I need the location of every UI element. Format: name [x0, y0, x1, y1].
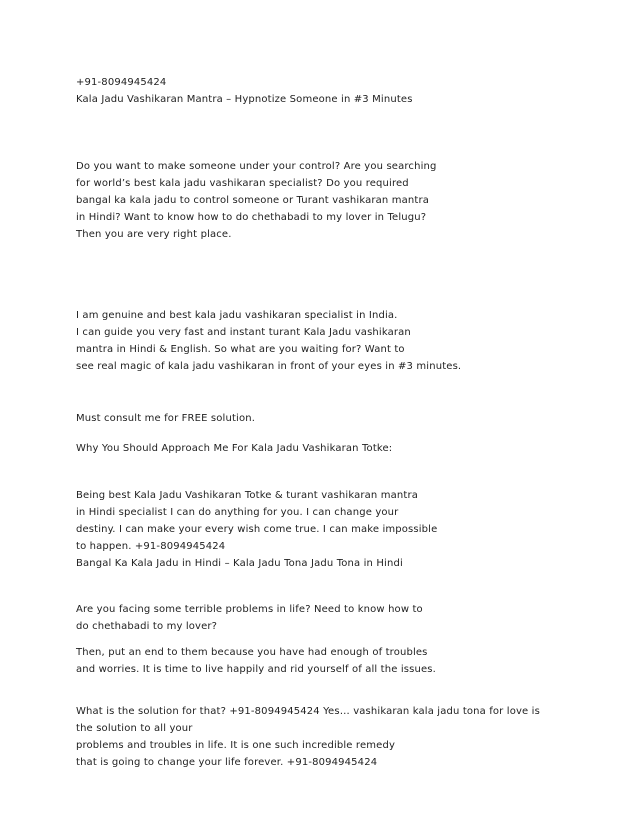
paragraph-2-line-1: I am genuine and best kala jadu vashikaran specialist in India. [76, 310, 398, 321]
paragraph-7-line-1: Then, put an end to them because you have had enough of troubles [76, 647, 428, 658]
paragraph-2-line-4: see real magic of kala jadu vashikaran in front of your eyes in #3 minutes. [76, 361, 462, 372]
paragraph-4-line-1: Why You Should Approach Me For Kala Jadu Vashikaran Totke: [76, 443, 393, 454]
paragraph-8-line-3: problems and troubles in life. It is one such incredible remedy [76, 740, 396, 751]
paragraph-5-line-1: Being best Kala Jadu Vashikaran Totke & turant vashikaran mantra [76, 490, 418, 501]
paragraph-7-line-2: and worries. It is time to live happily and rid yourself of all the issues. [76, 664, 436, 675]
paragraph-6-line-1: Are you facing some terrible problems in life? Need to know how to [76, 604, 423, 615]
paragraph-1-line-2: for world’s best kala jadu vashikaran specialist? Do you required [76, 178, 409, 189]
paragraph-6-line-2: do chethabadi to my lover? [76, 621, 218, 632]
paragraph-2-line-3: mantra in Hindi & English. So what are you waiting for? Want to [76, 344, 405, 355]
header-title: Kala Jadu Vashikaran Mantra – Hypnotize Someone in #3 Minutes [76, 94, 413, 105]
paragraph-1-line-3: bangal ka kala jadu to control someone or Turant vashikaran mantra [76, 195, 429, 206]
paragraph-5-line-4: to happen. +91-8094945424 [76, 541, 226, 552]
paragraph-1-line-1: Do you want to make someone under your control? Are you searching [76, 161, 437, 172]
paragraph-5-line-3: destiny. I can make your every wish come true. I can make impossible [76, 524, 438, 535]
paragraph-3-line-1: Must consult me for FREE solution. [76, 413, 256, 424]
paragraph-1-line-5: Then you are very right place. [76, 229, 232, 240]
paragraph-5-line-2: in Hindi specialist I can do anything for you. I can change your [76, 507, 399, 518]
paragraph-1-line-4: in Hindi? Want to know how to do chethabadi to my lover in Telugu? [76, 212, 427, 223]
paragraph-8-line-4: that is going to change your life forever. +91-8094945424 [76, 757, 378, 768]
paragraph-8-line-1: What is the solution for that? +91-8094945424 Yes… vashikaran kala jadu tona for love is [76, 706, 540, 717]
paragraph-2-line-2: I can guide you very fast and instant turant Kala Jadu vashikaran [76, 327, 411, 338]
paragraph-5-line-5: Bangal Ka Kala Jadu in Hindi – Kala Jadu Tona Jadu Tona in Hindi [76, 558, 403, 569]
header-phone: +91-8094945424 [76, 77, 167, 88]
paragraph-8-line-2: the solution to all your [76, 723, 193, 734]
